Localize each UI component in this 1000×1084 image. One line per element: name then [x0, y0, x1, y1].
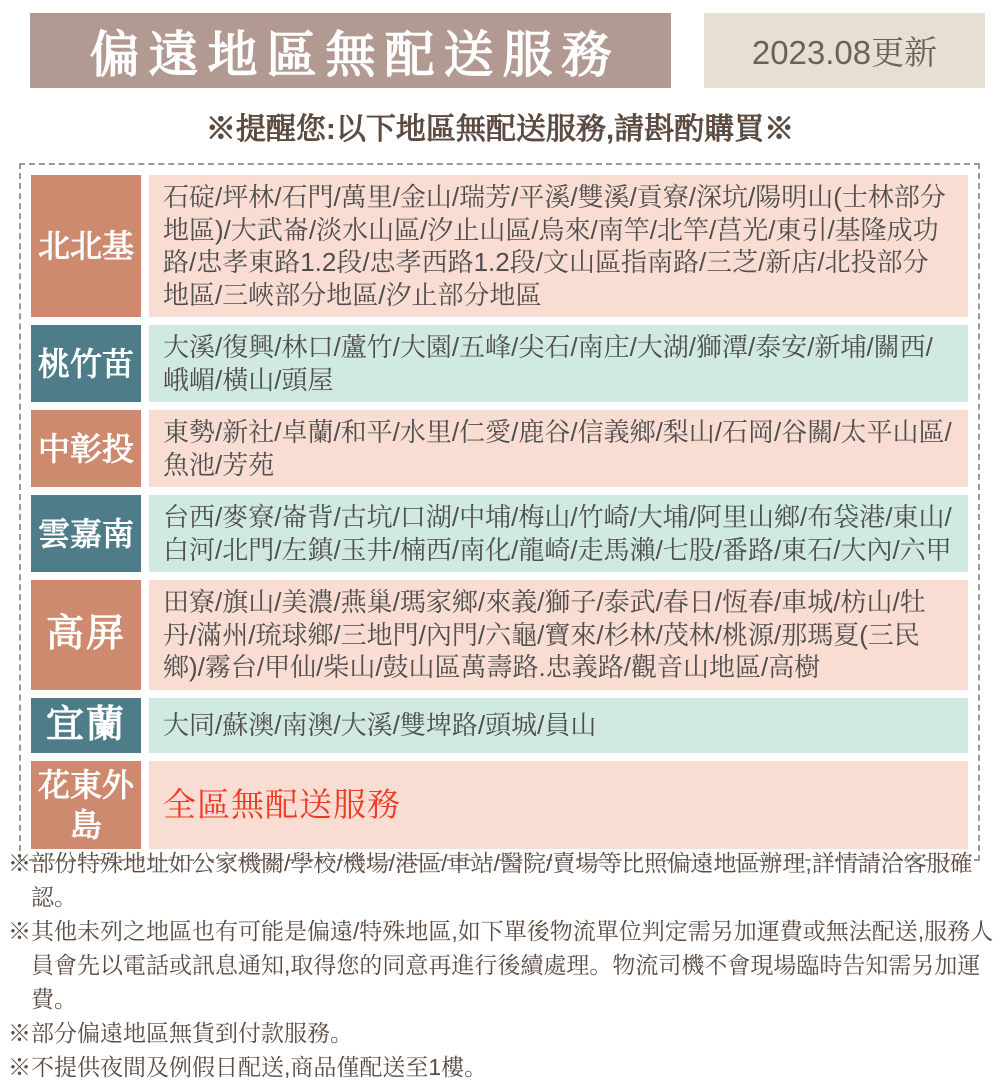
- region-label: 中彰投: [31, 410, 141, 487]
- region-areas-text: 石碇/坪林/石門/萬里/金山/瑞芳/平溪/雙溪/貢寮/深坑/陽明山(士林部分地區)/大武崙/淡水山區/汐止山區/烏來/南竿/北竿/莒光/東引/基隆成功路/忠孝東路1.2段/忠孝西路1.2段/文山區指南路/三芝/新店/北投部分地區/三峽部分地區/汐止部分地區: [163, 182, 946, 310]
- update-date-badge: 2023.08更新: [704, 13, 985, 88]
- region-areas: [149, 175, 968, 317]
- region-label: 高屏: [31, 580, 141, 690]
- page-title: 偏遠地區無配送服務: [30, 13, 671, 88]
- region-areas: [149, 410, 968, 487]
- footnotes: [8, 846, 994, 1084]
- region-areas-text: 大同/蘇澳/南澳/大溪/雙埤路/頭城/員山: [163, 710, 597, 740]
- region-areas-text: 大溪/復興/林口/蘆竹/大園/五峰/尖石/南庄/大湖/獅潭/泰安/新埔/關西/峨嵋/橫山/頭屋: [163, 332, 933, 395]
- region-areas: [149, 580, 968, 690]
- table-row: [31, 325, 968, 402]
- region-areas: [149, 698, 968, 754]
- footnote: ※不提供夜間及例假日配送,商品僅配送至1樓。: [8, 1054, 488, 1080]
- region-areas-text: 東勢/新社/卓蘭/和平/水里/仁愛/鹿谷/信義鄉/梨山/石岡/谷關/太平山區/魚池/芳苑: [163, 417, 952, 480]
- region-areas-text: 田寮/旗山/美濃/燕巢/瑪家鄉/來義/獅子/泰武/春日/恆春/車城/枋山/牡丹/滿州/琉球鄉/三地門/內門/六龜/寶來/杉林/茂林/桃源/那瑪夏(三民鄉)/霧台/甲仙/柴山/鼓山區萬壽路.忠義路/觀音山地區/高樹: [163, 587, 926, 682]
- region-label: 北北基: [31, 175, 141, 317]
- header: [30, 13, 985, 88]
- footnote: ※部分偏遠地區無貨到付款服務。: [8, 1020, 353, 1046]
- region-areas-text: 台西/麥寮/崙背/古坑/口湖/中埔/梅山/竹崎/大埔/阿里山鄉/布袋港/東山/白河/北門/左鎮/玉井/楠西/南化/龍崎/走馬瀨/七股/番路/東石/大內/六甲: [163, 502, 952, 565]
- footnote: ※部份特殊地址如公家機關/學校/機場/港區/車站/醫院/賣場等比照偏遠地區辦理,詳情請洽客服確認。: [8, 850, 973, 910]
- table-row: [31, 410, 968, 487]
- region-label: 桃竹苗: [31, 325, 141, 402]
- footnote: ※其他未列之地區也有可能是偏遠/特殊地區,如下單後物流單位判定需另加運費或無法配送,服務人員會先以電話或訊息通知,取得您的同意再進行後續處理。物流司機不會現場臨時告知需另加運費。: [8, 918, 994, 1012]
- table-row: [31, 495, 968, 572]
- region-label: 宜蘭: [31, 698, 141, 754]
- table-row: [31, 761, 968, 849]
- region-areas-text: 全區無配送服務: [163, 786, 401, 824]
- region-areas: [149, 761, 968, 849]
- table-row: [31, 698, 968, 754]
- table-row: [31, 580, 968, 690]
- region-label: 雲嘉南: [31, 495, 141, 572]
- reminder-text: ※提醒您:以下地區無配送服務,請斟酌購買※: [205, 113, 795, 146]
- region-label: 花東外島: [31, 761, 141, 849]
- region-areas: [149, 495, 968, 572]
- region-areas: [149, 325, 968, 402]
- table-row: [31, 175, 968, 317]
- region-table: [19, 163, 980, 861]
